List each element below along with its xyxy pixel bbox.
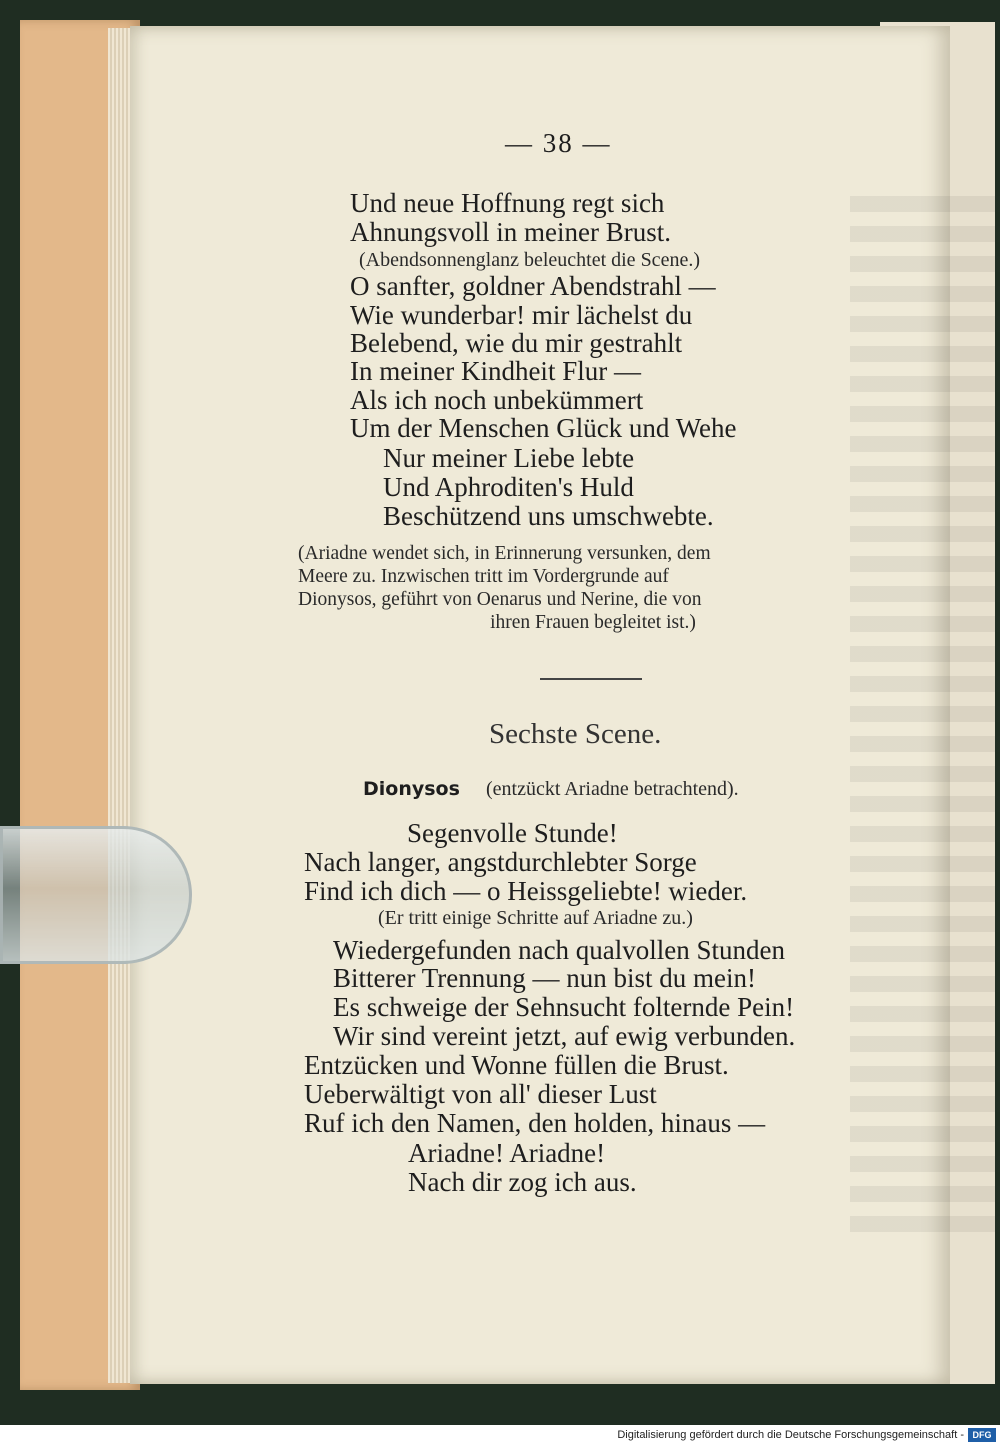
stage-direction-line: Meere zu. Inzwischen tritt im Vordergrunde auf <box>298 566 669 587</box>
show-through-text <box>850 196 1000 1236</box>
verse-line: Wir sind vereint jetzt, auf ewig verbunden. <box>333 1021 796 1051</box>
stage-direction-line: (Ariadne wendet sich, in Erinnerung versunken, dem <box>298 543 711 564</box>
stage-direction: (Abendsonnenglanz beleuchtet die Scene.) <box>359 249 700 271</box>
verse-line: Belebend, wie du mir gestrahlt <box>350 328 683 358</box>
stage-direction-block <box>298 542 888 634</box>
verse-line: Find ich dich — o Heissgeliebte! wieder. <box>304 876 748 906</box>
verse-line: Und Aphroditen's Huld <box>383 472 634 502</box>
scene-heading: Sechste Scene. <box>489 718 662 750</box>
stage-direction: (Er tritt einige Schritte auf Ariadne zu.) <box>378 907 693 929</box>
page-number: — 38 — <box>505 128 612 158</box>
verse-line: Wie wunderbar! mir lächelst du <box>350 300 693 330</box>
verse-line: Als ich noch unbekümmert <box>350 385 644 415</box>
verse-line: Ueberwältigt von all' dieser Lust <box>304 1079 657 1109</box>
verse-line: Beschützend uns umschwebte. <box>383 501 714 531</box>
dfg-logo: DFG <box>968 1428 996 1442</box>
verse-line: Nur meiner Liebe lebte <box>383 443 635 473</box>
verse-line: Es schweige der Sehnsucht folternde Pein! <box>333 992 795 1022</box>
verse-line: Um der Menschen Glück und Wehe <box>350 413 737 443</box>
verse-line: Wiedergefunden nach qualvollen Stunden <box>333 935 786 965</box>
section-divider <box>540 678 642 680</box>
verse-line: Nach dir zog ich aus. <box>408 1167 637 1197</box>
speaker-name: Dionysos <box>363 778 460 800</box>
verse-line: Nach langer, angstdurchlebter Sorge <box>304 847 697 877</box>
verse-line: Entzücken und Wonne füllen die Brust. <box>304 1050 729 1080</box>
verse-line: In meiner Kindheit Flur — <box>350 356 641 386</box>
stage-direction-line: ihren Frauen begleitet ist.) <box>490 612 696 633</box>
verse-line: Segenvolle Stunde! <box>407 818 618 848</box>
verse-line: Ahnungsvoll in meiner Brust. <box>350 217 671 247</box>
verse-line: O sanfter, goldner Abendstrahl — <box>350 271 716 301</box>
verse-line: Ruf ich den Namen, den holden, hinaus — <box>304 1108 766 1138</box>
speaker-direction: (entzückt Ariadne betrachtend). <box>486 778 739 800</box>
verse-line: Und neue Hoffnung regt sich <box>350 188 665 218</box>
verse-line: Ariadne! Ariadne! <box>408 1138 606 1168</box>
stage-direction-line: Dionysos, geführt von Oenarus und Nerine, die von <box>298 589 702 610</box>
funding-credit: Digitalisierung gefördert durch die Deutsche Forschungsgemeinschaft - <box>617 1429 964 1441</box>
verse-line: Bitterer Trennung — nun bist du mein! <box>333 963 756 993</box>
page-clip <box>0 826 192 964</box>
